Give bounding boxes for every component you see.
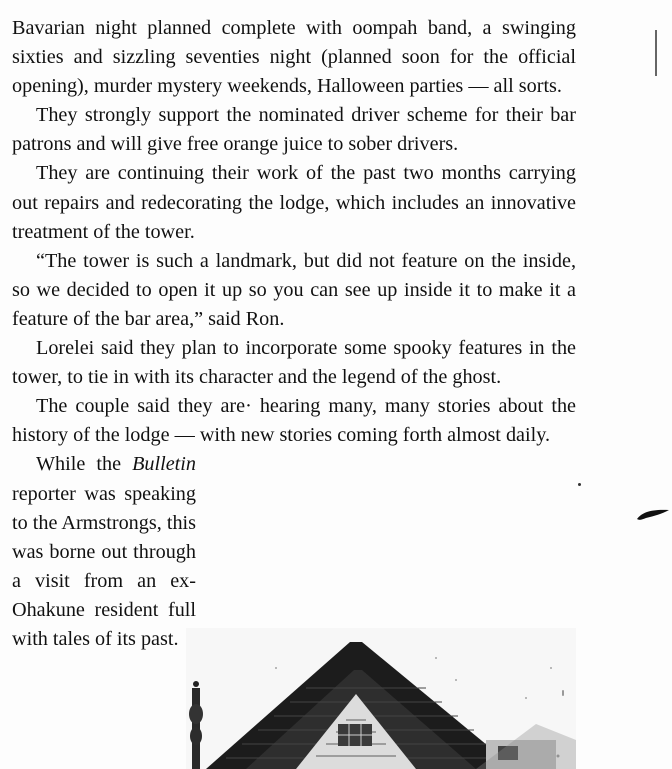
paragraph-7-rest: reporter was speaking to the Armstrongs, this was borne out through a visit from an ex-Ohakune resident full with tales of its past.: [12, 482, 196, 650]
scan-edge-mark: [655, 30, 657, 76]
paragraph-6: The couple said they are· hearing many, many stories about the history of the lodge — with new stories coming forth almost daily.: [12, 395, 576, 447]
paragraph-3: They are continuing their work of the past two months carrying out repairs and redecorating the lodge, which includes an innovative treatment of the tower.: [12, 162, 576, 243]
photo-wrap-space: [208, 456, 576, 606]
ink-smudge-icon: [636, 504, 670, 524]
article-column: [12, 14, 576, 654]
lodge-photo: [186, 628, 576, 769]
scan-speck: [562, 690, 564, 696]
paragraph-5: Lorelei said they plan to incorporate some spooky features in the tower, to tie in with its character and the legend of the ghost.: [12, 337, 576, 389]
scan-speck: [578, 483, 581, 486]
lodge-photo-icon: [186, 628, 576, 769]
publication-name: Bulletin: [132, 453, 196, 476]
paragraph-2: They strongly support the nominated driver scheme for their bar patrons and will give free orange juice to sober drivers.: [12, 104, 576, 156]
paragraph-7-lead: While the: [36, 453, 133, 476]
paragraph-1: Bavarian night planned complete with oompah band, a swinging sixties and sizzling seventies night (planned soon for the official opening), murder mystery weekends, Halloween parties — all sorts.: [12, 17, 576, 98]
paragraph-4: “The tower is such a landmark, but did not feature on the inside, so we decided to open it up so you can see up inside it to make it a feature of the bar area,” said Ron.: [12, 249, 576, 330]
paragraph-7: [12, 450, 576, 654]
